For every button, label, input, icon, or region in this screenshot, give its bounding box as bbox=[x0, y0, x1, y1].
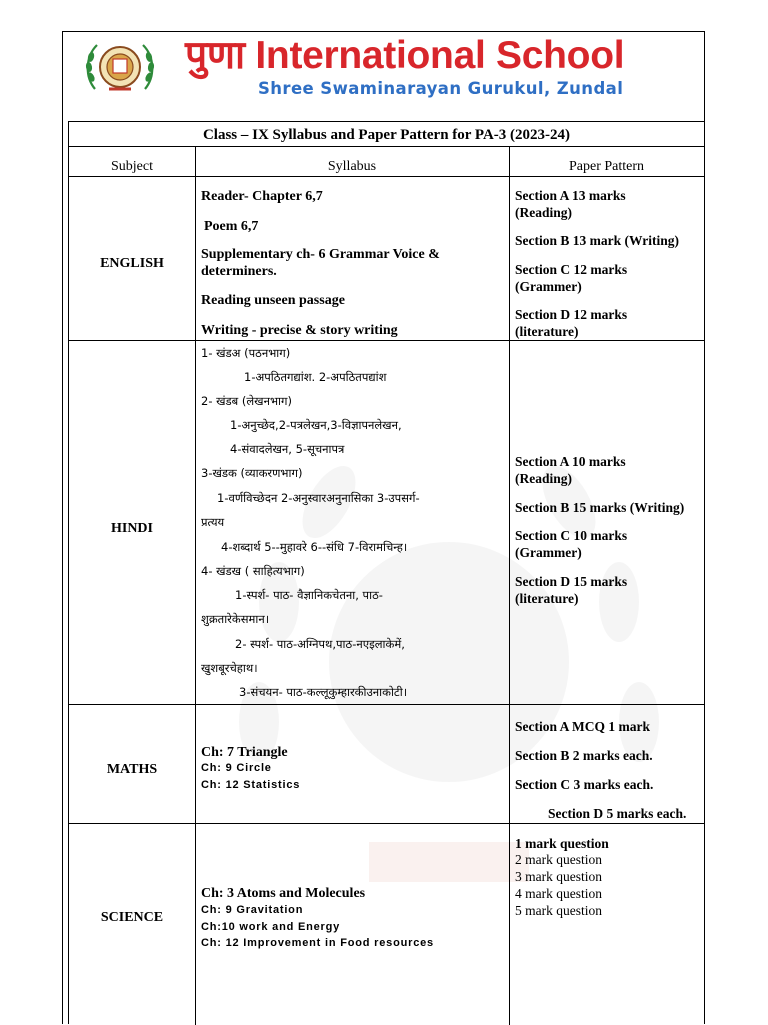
syllabus-line: Reading unseen passage bbox=[201, 293, 345, 308]
pattern-line: 5 mark question bbox=[515, 903, 602, 918]
syllabus-line: 2- स्पर्श- पाठ-अग्निपथ,पाठ-नएइलाकेमें, bbox=[235, 637, 405, 651]
header-paper-pattern: Paper Pattern bbox=[568, 159, 645, 174]
syllabus-table bbox=[68, 121, 705, 1024]
school-name: पुणा International School bbox=[185, 34, 625, 77]
column-divider bbox=[195, 146, 196, 1025]
pattern-line: Section B 15 marks (Writing) bbox=[515, 500, 685, 515]
pattern-line: 4 mark question bbox=[515, 886, 602, 901]
pattern-line: Section B 2 marks each. bbox=[515, 748, 653, 763]
syllabus-line: 1-अनुच्छेद,2-पत्रलेखन,3-विज्ञापनलेखन, bbox=[230, 418, 402, 432]
syllabus-line: Ch: 3 Atoms and Molecules bbox=[201, 886, 366, 901]
pattern-line: (literature) bbox=[515, 591, 579, 606]
syllabus-line: Poem 6,7 bbox=[204, 219, 259, 234]
syllabus-line: Ch: 9 Circle bbox=[201, 762, 272, 774]
pattern-line: Section A 13 marks bbox=[515, 188, 626, 203]
syllabus-line: 2- खंडब (लेखनभाग) bbox=[201, 394, 292, 408]
divider bbox=[69, 823, 704, 824]
pattern-line: (literature) bbox=[515, 324, 579, 339]
syllabus-line: determiners. bbox=[201, 264, 277, 279]
pattern-line: (Grammer) bbox=[515, 545, 582, 560]
pattern-line: Section C 3 marks each. bbox=[515, 777, 654, 792]
pattern-line: (Reading) bbox=[515, 471, 572, 486]
syllabus-line: Ch: 12 Statistics bbox=[201, 779, 301, 791]
divider bbox=[69, 704, 704, 705]
pattern-line: 1 mark question bbox=[515, 836, 609, 851]
pattern-line: (Grammer) bbox=[515, 279, 582, 294]
subject-hindi: HINDI bbox=[110, 521, 153, 536]
syllabus-line: प्रत्यय bbox=[201, 515, 225, 529]
syllabus-line: 4-शब्दार्थ 5--मुहावरे 6--संधि 7-विरामचिन्ह। bbox=[221, 540, 408, 554]
syllabus-line: Ch: 12 Improvement in Food resources bbox=[201, 937, 434, 949]
syllabus-line: 4-संवादलेखन, 5-सूचनापत्र bbox=[230, 442, 345, 456]
syllabus-line: खुशबूरचेहाथ। bbox=[201, 661, 258, 675]
syllabus-line: 1-अपठितगद्यांश. 2-अपठितपद्यांश bbox=[244, 370, 387, 384]
school-logo-icon bbox=[83, 37, 157, 95]
divider bbox=[69, 340, 704, 341]
pattern-line: Section B 13 mark (Writing) bbox=[515, 233, 679, 248]
school-subtitle: Shree Swaminarayan Gurukul, Zundal bbox=[258, 79, 624, 98]
syllabus-line: Writing - precise & story writing bbox=[201, 323, 398, 338]
syllabus-line: 4- खंडख ( साहित्यभाग) bbox=[201, 564, 305, 578]
syllabus-line: 1-स्पर्श- पाठ- वैज्ञानिकचेतना, पाठ- bbox=[235, 588, 383, 602]
pattern-line: Section C 10 marks bbox=[515, 528, 628, 543]
pattern-line: Section A 10 marks bbox=[515, 454, 626, 469]
syllabus-line: Ch: 9 Gravitation bbox=[201, 904, 304, 916]
syllabus-line: 1-वर्णविच्छेदन 2-अनुस्वारअनुनासिका 3-उपसर्ग- bbox=[217, 491, 420, 505]
pattern-line: 3 mark question bbox=[515, 869, 602, 884]
pattern-line: Section D 15 marks bbox=[515, 574, 628, 589]
divider bbox=[69, 146, 704, 147]
pattern-line: Section D 5 marks each. bbox=[548, 806, 687, 821]
pattern-line: Section A MCQ 1 mark bbox=[515, 719, 650, 734]
syllabus-line: 3-संचयन- पाठ-कल्लूकुम्हारकीउनाकोटी। bbox=[239, 685, 408, 699]
subject-science: SCIENCE bbox=[100, 910, 164, 925]
table-title: Class – IX Syllabus and Paper Pattern for PA-3 (2023-24) bbox=[202, 127, 571, 143]
pattern-line: 2 mark question bbox=[515, 852, 602, 867]
subject-english: ENGLISH bbox=[100, 256, 164, 271]
pattern-line: Section D 12 marks bbox=[515, 307, 628, 322]
column-divider bbox=[509, 146, 510, 1025]
syllabus-line: 1- खंडअ (पठनभाग) bbox=[201, 346, 291, 360]
syllabus-line: शुक्रतारेकेसमान। bbox=[201, 612, 270, 626]
pattern-line: Section C 12 marks bbox=[515, 262, 628, 277]
school-header bbox=[63, 32, 704, 120]
divider bbox=[69, 176, 704, 177]
syllabus-line: Ch: 7 Triangle bbox=[201, 745, 288, 760]
syllabus-line: Ch:10 work and Energy bbox=[201, 921, 341, 933]
syllabus-line: Reader- Chapter 6,7 bbox=[201, 189, 323, 204]
header-subject: Subject bbox=[111, 159, 153, 174]
syllabus-line: 3-खंडक (व्याकरणभाग) bbox=[201, 466, 303, 480]
pattern-line: (Reading) bbox=[515, 205, 572, 220]
subject-maths: MATHS bbox=[106, 762, 158, 777]
syllabus-line: Supplementary ch- 6 Grammar Voice & bbox=[201, 247, 440, 262]
header-syllabus: Syllabus bbox=[327, 159, 377, 174]
